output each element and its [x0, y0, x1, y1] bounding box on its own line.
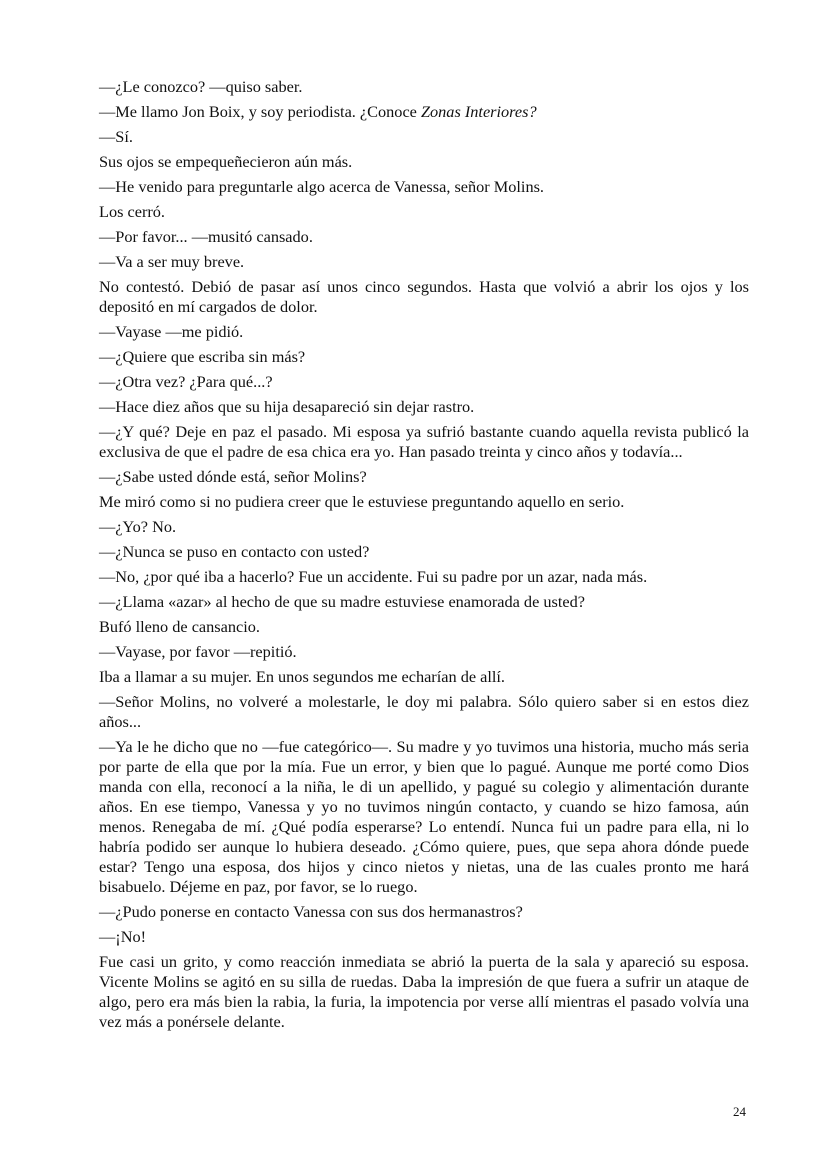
paragraph: Fue casi un grito, y como reacción inmediata se abrió la puerta de la sala y apareció su esposa. Vicente Molins se agitó en su silla de ruedas. Daba la impresión de que fuera a sufrir un ataque de algo, pero era más bien la rabia, la furia, la impotencia por verse allí mientras el pasado volvía una vez más a ponérsele delante. — [99, 952, 749, 1031]
paragraph: —Va a ser muy breve. — [99, 252, 245, 271]
paragraph: —¿Llama «azar» al hecho de que su madre estuviese enamorada de usted? — [99, 592, 585, 611]
paragraph: —¿Nunca se puso en contacto con usted? — [99, 542, 370, 561]
paragraph: Sus ojos se empequeñecieron aún más. — [99, 152, 353, 171]
paragraph: —Hace diez años que su hija desapareció sin dejar rastro. — [99, 397, 475, 416]
paragraph: —Sí. — [99, 127, 133, 146]
paragraph: —Ya le he dicho que no —fue categórico—. Su madre y yo tuvimos una historia, mucho más seria por parte de ella que por la mía. Fue un error, y bien que lo pagué. Aunque me porté como Dios manda con ella, reconocí a la niña, le di un apellido, y pagué su colegio y alimentación durante años. En ese tiempo, Vanessa y yo no tuvimos ningún contacto, y cuando se hizo famosa, aún menos. Renegaba de mí. ¿Qué podía esperarse? Lo entendí. Nunca fui un padre para ella, ni lo habría podido ser aunque lo hubiera deseado. ¿Cómo quiere, pues, que sepa ahora dónde puede estar? Tengo una esposa, dos hijos y cinco nietos y nietas, una de las cuales pronto me hará bisabuelo. Déjeme en paz, por favor, se lo ruego. — [99, 737, 749, 896]
paragraph: —¿Y qué? Deje en paz el pasado. Mi esposa ya sufrió bastante cuando aquella revista publicó la exclusiva de que el padre de esa chica era yo. Han pasado treinta y cinco años y todavía... — [99, 422, 749, 461]
paragraph: —¡No! — [99, 927, 147, 946]
page-number: 24 — [733, 1104, 746, 1119]
paragraph: —Vayase, por favor —repitió. — [99, 642, 297, 661]
paragraph: Los cerró. — [99, 202, 165, 221]
paragraph — [99, 102, 749, 122]
paragraph-text: —Me llamo Jon Boix, y soy periodista. ¿Conoce — [99, 102, 421, 121]
paragraph: —¿Otra vez? ¿Para qué...? — [99, 372, 273, 391]
paragraph: Me miró como si no pudiera creer que le estuviese preguntando aquello en serio. — [99, 492, 625, 511]
paragraph: —Vayase —me pidió. — [99, 322, 244, 341]
paragraph: —No, ¿por qué iba a hacerlo? Fue un accidente. Fui su padre por un azar, nada más. — [99, 567, 648, 586]
paragraph: Iba a llamar a su mujer. En unos segundos me echarían de allí. — [99, 667, 505, 686]
magazine-title: Zonas Interiores? — [420, 102, 537, 121]
paragraph: —¿Quiere que escriba sin más? — [99, 347, 306, 366]
paragraph: —Señor Molins, no volveré a molestarle, le doy mi palabra. Sólo quiero saber si en estos diez años... — [99, 692, 749, 731]
paragraph: —He venido para preguntarle algo acerca de Vanessa, señor Molins. — [99, 177, 545, 196]
paragraph: —¿Sabe usted dónde está, señor Molins? — [99, 467, 367, 486]
paragraph: —¿Yo? No. — [99, 517, 177, 536]
paragraph: —¿Pudo ponerse en contacto Vanessa con sus dos hermanastros? — [99, 902, 523, 921]
page-body — [99, 77, 749, 1037]
paragraph: —Por favor... —musitó cansado. — [99, 227, 313, 246]
paragraph: Bufó lleno de cansancio. — [99, 617, 260, 636]
paragraph: —¿Le conozco? —quiso saber. — [99, 77, 303, 96]
paragraph: No contestó. Debió de pasar así unos cinco segundos. Hasta que volvió a abrir los ojos y los depositó en mí cargados de dolor. — [99, 277, 749, 316]
